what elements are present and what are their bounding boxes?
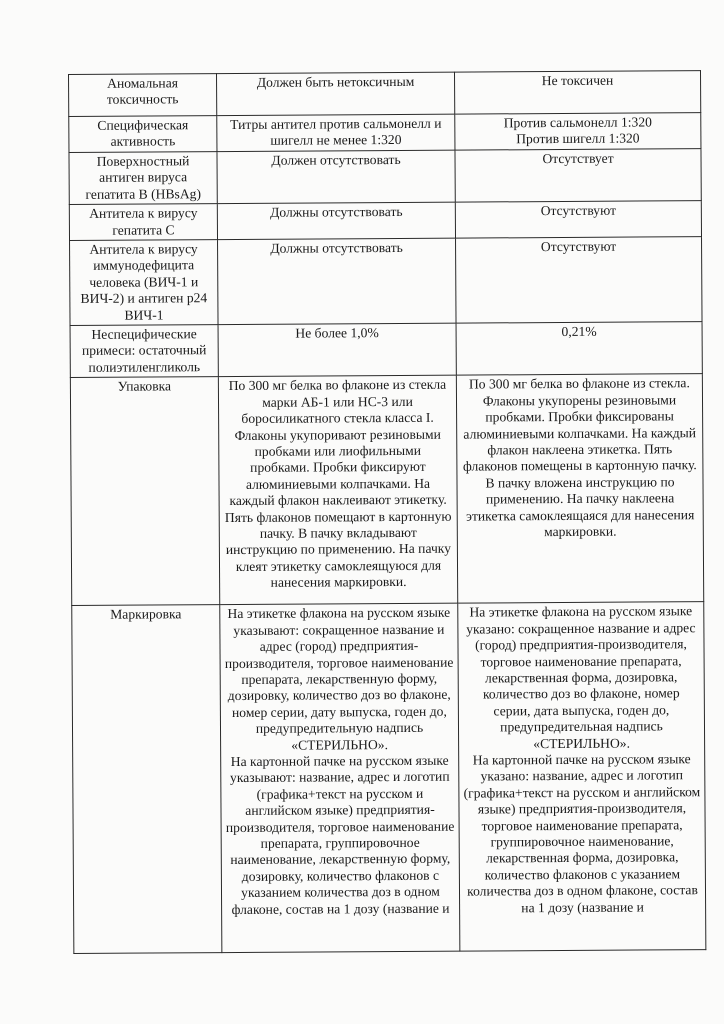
norm-cell: Титры антител против сальмонелл и шигелл не менее 1:320 xyxy=(217,114,455,151)
parameter-cell: Упаковка xyxy=(70,377,219,606)
norm-cell: Должен быть нетоксичным xyxy=(217,72,455,115)
result-cell: 0,21% xyxy=(456,322,702,376)
table-row xyxy=(70,322,702,378)
norm-cell: Должны отсутствовать xyxy=(217,202,455,239)
specification-table xyxy=(68,70,706,954)
result-cell: Отсутствуют xyxy=(455,201,701,238)
parameter-cell: Антитела к вирусу гепатита С xyxy=(69,204,217,241)
table-row xyxy=(70,374,703,606)
result-cell: Против сальмонелл 1:320 Против шигелл 1:320 xyxy=(455,113,701,151)
parameter-cell: Антитела к вирусу иммунодефицита человека (ВИЧ-1 и ВИЧ-2) и антиген р24 ВИЧ-1 xyxy=(70,240,219,326)
norm-cell: Должен отсутствовать xyxy=(217,150,455,204)
norm-cell: Не более 1,0% xyxy=(218,323,456,377)
parameter-cell: Специфическая активность xyxy=(69,116,217,153)
norm-cell: На этикетке флакона на русском языке указывают: сокращенное название и адрес (город) предприятия-производителя, торговое наименование препарата, лекарственную форму, дозировку, количество доз во флаконе, номер серии, дату выпуска, годен до, предупредительную надпись «СТЕРИЛЬНО». На картонной пачке на русском языке указывают: название, адрес и логотип (графика+текст на русском и английском языке) предприятия-производителя, торговое наименование препарата, группировочное наименование, лекарственную форму, дозировку, количество флаконов с указанием количества доз в одном флаконе, состав на 1 дозу (название и xyxy=(220,603,460,952)
table-row xyxy=(69,149,701,205)
table-row xyxy=(72,602,706,954)
parameter-cell: Маркировка xyxy=(72,605,222,954)
norm-cell: Должны отсутствовать xyxy=(218,238,457,324)
result-cell: Отсутствуют xyxy=(456,237,703,324)
result-cell: Отсутствует xyxy=(455,149,701,203)
table-row xyxy=(70,237,703,326)
table-row xyxy=(69,201,701,241)
parameter-cell: Аномальная токсичность xyxy=(69,74,217,117)
table-row xyxy=(69,113,701,153)
result-cell: По 300 мг белка во флаконе из стекла. Флаконы укупорены резиновыми пробками. Пробки фиксированы алюминиевыми колпачками. На каждый флакон наклеена этикетка. Пять флаконов помещены в картонную пачку. В пачку вложена инструкцию по применению. На пачку наклеена этикетка самоклеящаяся для нанесения маркировки. xyxy=(456,374,703,603)
parameter-cell: Неспецифические примеси: остаточный полиэтиленгликоль xyxy=(70,325,218,378)
result-cell: На этикетке флакона на русском языке указано: сокращенное название и адрес (город) предприятия-производителя, торговое наименование препарата, лекарственная форма, дозировка, количество доз во флаконе, номер серии, дата выпуска, годен до, предупредительная надпись «СТЕРИЛЬНО». На картонной пачке на русском языке указано: название, адрес и логотип (графика+текст на русском и английском языке) предприятия-производителя, торговое наименование препарата, группировочное наименование, лекарственная форма, дозировка, количество флаконов с указанием количества доз в одном флаконе, состав на 1 дозу (название и xyxy=(458,602,706,951)
result-cell: Не токсичен xyxy=(454,71,700,115)
table-row xyxy=(69,71,701,117)
parameter-cell: Поверхностный антиген вируса гепатита В (HBsAg) xyxy=(69,152,217,205)
norm-cell: По 300 мг белка во флаконе из стекла марки АБ-1 или НС-3 или боросиликатного стекла класса I. Флаконы укупоривают резиновыми пробками или лиофильными пробками. Пробки фиксируют алюминиевыми колпачками. На каждый флакон наклеивают этикетку. Пять флаконов помещают в картонную пачку. В пачку вкладывают инструкцию по применению. На пачку клеят этикетку самоклеящуюся для нанесения маркировки. xyxy=(218,375,457,604)
